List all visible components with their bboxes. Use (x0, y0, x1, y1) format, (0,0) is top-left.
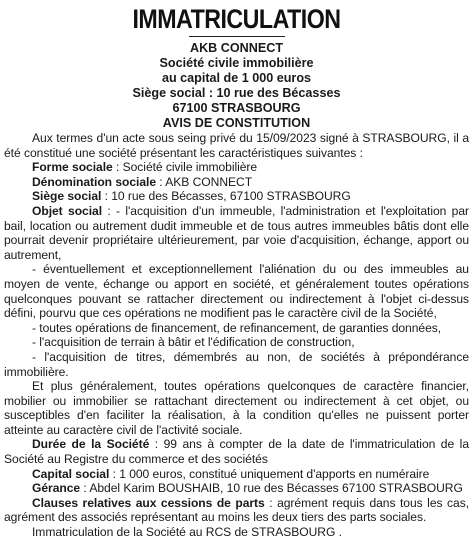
field-seat-value: : 10 rue des Bécasses, 67100 STRASBOURG (101, 189, 351, 204)
field-form (4, 160, 469, 175)
field-duration-value: : 99 ans à compter de la date de l'immatriculation de la Société au Registre du commerce et des sociétés (4, 437, 469, 467)
object-item: - toutes opérations de financement, de refinancement, de garanties données, (32, 320, 442, 335)
field-name-value: : AKB CONNECT (156, 174, 253, 189)
field-form-label: Forme sociale (32, 160, 113, 175)
field-object-label: Objet social (32, 203, 103, 218)
field-object-value: : - l'acquisition d'un immeuble, l'administration et l'exploitation par bail, location ou autrement dudit immeuble et de tous autres immeubles bâtis dont elle pourrait devenir propriétaire ultérieurement, par voie d'acquisition, échange, apport ou autrement, (4, 203, 470, 262)
company-city: 67100 STRASBOURG (172, 101, 301, 115)
general-paragraph: Et plus généralement, toutes opérations quelconques de caractère financier, mobilier ou immobilier se rattachant directement ou indirectement à cet objet, ou susceptibles d'en faciliter la réalisation, à la condition qu'elles ne puissent porter atteinte au caractère civil de l'activité sociale. (4, 379, 469, 437)
field-transfer-value: : agrément requis dans tous les cas, agrément des associés représentant au moins les deux tiers des parts sociales. (4, 495, 470, 525)
object-item: - éventuellement et exceptionnellement l'aliénation du ou des immeubles au moyen de vente, échange ou apport en société, et généralement toutes opérations quelconques pouvant se rattacher directement ou indirectement à l'objet ci-dessus défini, pourvu que ces opérations ne modifient pas le caractère civil de la Société, (4, 262, 469, 321)
field-name (4, 175, 469, 190)
field-capital-value: : 1 000 euros, constitué uniquement d'apports en numéraire (109, 466, 430, 481)
field-duration-label: Durée de la Société (32, 437, 150, 452)
company-type: Société civile immobilière (159, 56, 314, 70)
field-transfer-label: Clauses relatives aux cessions de parts (32, 495, 265, 510)
field-capital-label: Capital social (32, 466, 110, 481)
company-capital: au capital de 1 000 euros (161, 71, 312, 85)
company-name: AKB CONNECT (189, 41, 284, 55)
legal-notice (4, 4, 469, 540)
object-item: - l'acquisition de terrain à bâtir et l'édification de construction, (32, 335, 355, 350)
intro-paragraph: Aux termes d'un acte sous seing privé du 15/09/2023 signé à STRASBOURG, il a été constitué une société présentant les caractéristiques suivantes : (4, 131, 469, 160)
field-manager-label: Gérance (32, 481, 81, 496)
field-seat-label: Siège social (32, 189, 102, 204)
field-duration (4, 437, 469, 466)
object-item: - l'acquisition de titres, démembrés au non, de sociétés à prépondérance immobilière. (4, 349, 469, 379)
notice-title: IMMATRICULATION (132, 4, 341, 34)
field-seat (4, 189, 469, 204)
field-transfer (4, 496, 469, 525)
field-manager-value: : Abdel Karim BOUSHAIB, 10 rue des Bécasses 67100 STRASBOURG (80, 481, 463, 496)
field-manager (4, 481, 469, 496)
notice-type: AVIS DE CONSTITUTION (162, 116, 311, 130)
closing-paragraph: Immatriculation de la Société au RCS de STRASBOURG . (32, 525, 342, 540)
field-name-label: Dénomination sociale (32, 174, 156, 189)
title-divider (189, 36, 285, 37)
company-seat: Siège social : 10 rue des Bécasses (132, 86, 341, 100)
field-form-value: : Société civile immobilière (112, 160, 258, 175)
field-object (4, 204, 469, 262)
field-capital (4, 467, 469, 482)
